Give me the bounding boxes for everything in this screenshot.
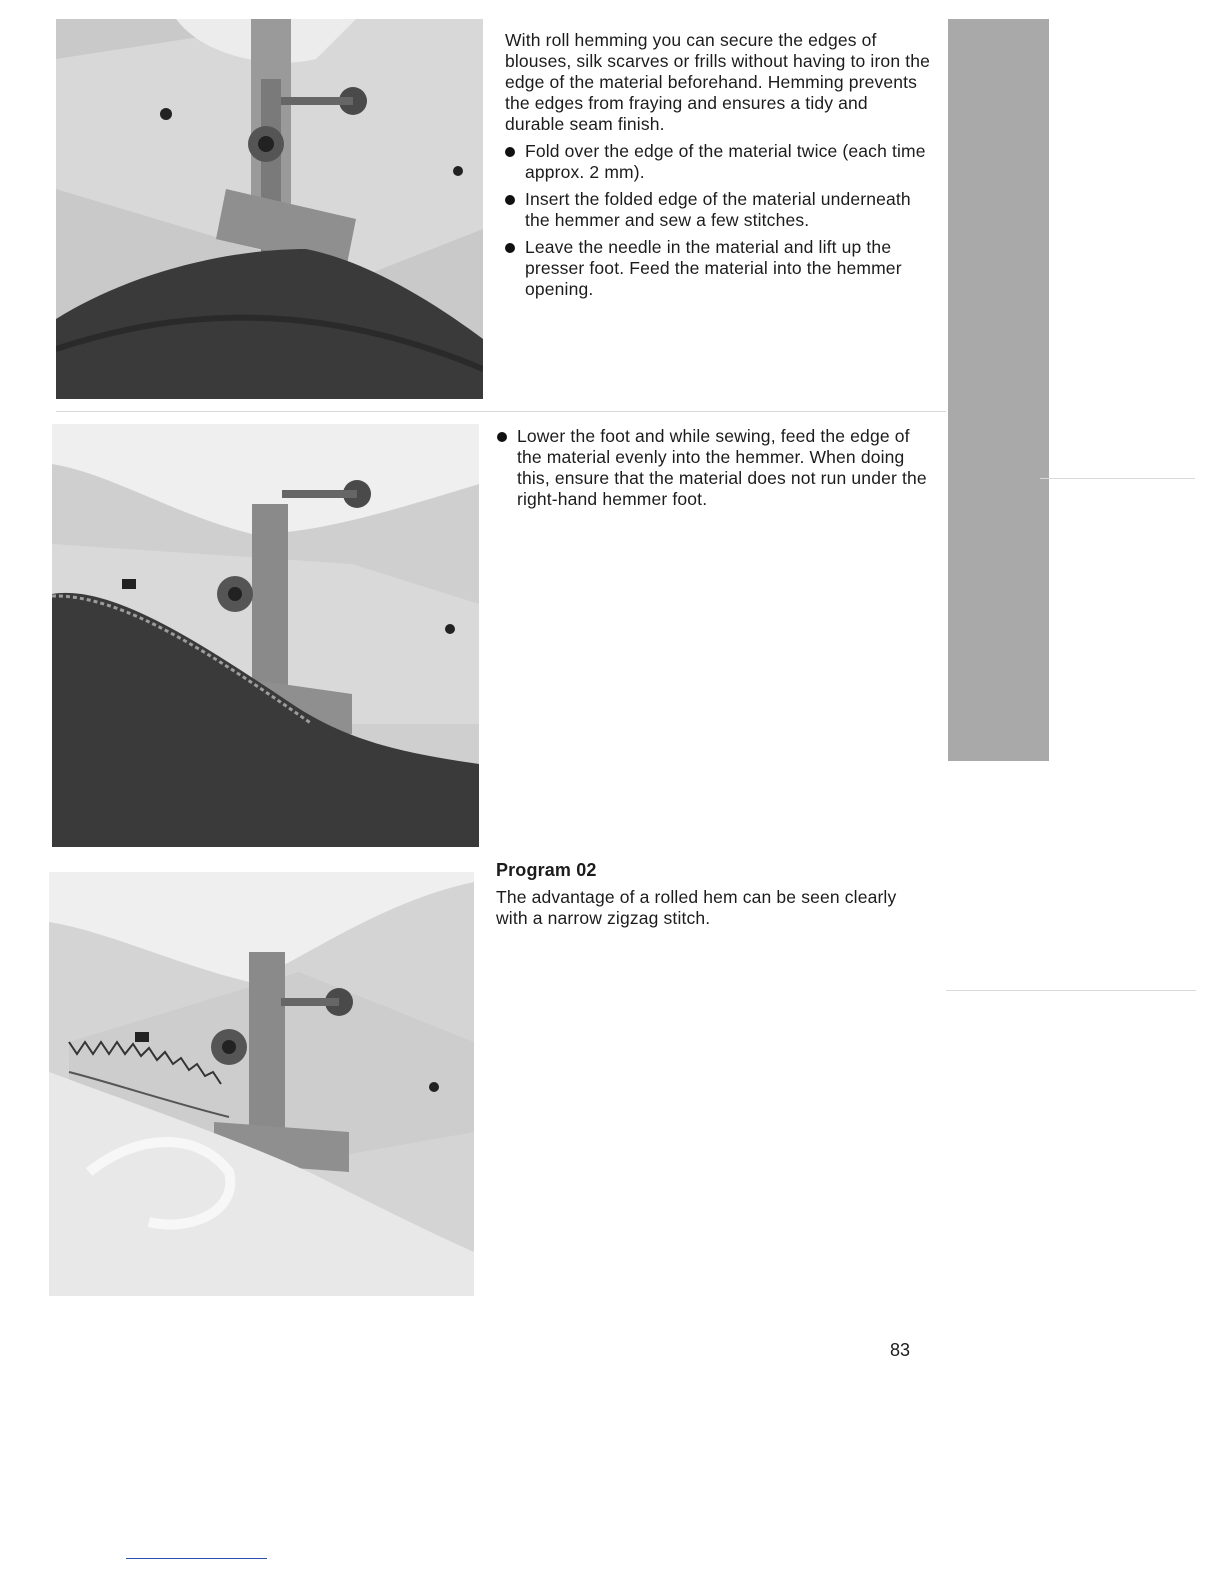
list-item-text: Insert the folded edge of the material underneath the hemmer and sew a few stitches. bbox=[525, 189, 911, 230]
list-item-text: Fold over the edge of the material twice (each time approx. 2 mm). bbox=[525, 141, 926, 182]
bullet-icon bbox=[505, 147, 515, 157]
sewing-machine-illustration bbox=[56, 19, 483, 399]
section-divider bbox=[56, 411, 946, 412]
list-item bbox=[497, 426, 929, 510]
sewing-machine-illustration bbox=[52, 424, 479, 847]
rolled-hem-zigzag-photo bbox=[49, 872, 474, 1296]
page-number: 83 bbox=[890, 1340, 911, 1360]
roll-hemming-intro-section bbox=[505, 30, 930, 306]
chapter-side-tab bbox=[948, 19, 1049, 761]
program-02-section bbox=[496, 860, 916, 929]
program-description: The advantage of a rolled hem can be seen clearly with a narrow zigzag stitch. bbox=[496, 887, 897, 928]
bullet-icon bbox=[505, 195, 515, 205]
hemmer-foot-feeding-material-photo bbox=[52, 424, 479, 847]
hemmer-foot-insert-material-photo bbox=[56, 19, 483, 399]
instruction-list bbox=[497, 426, 929, 510]
intro-paragraph: With roll hemming you can secure the edges of blouses, silk scarves or frills without having to iron the edge of the material beforehand. Hemming prevents the edges from fraying and ensures a tidy and durable seam finish. bbox=[505, 30, 930, 134]
program-heading: Program 02 bbox=[496, 860, 597, 880]
sewing-machine-illustration bbox=[49, 872, 474, 1296]
instruction-list bbox=[505, 141, 930, 300]
footer-rule bbox=[126, 1558, 267, 1559]
list-item bbox=[505, 237, 930, 300]
section-divider bbox=[1040, 478, 1195, 479]
list-item bbox=[505, 189, 930, 231]
section-divider bbox=[946, 990, 1196, 991]
bullet-icon bbox=[505, 243, 515, 253]
list-item-text: Lower the foot and while sewing, feed the edge of the material evenly into the hemmer. When doing this, ensure that the material does not run under the right-hand hemmer foot. bbox=[517, 426, 927, 509]
list-item bbox=[505, 141, 930, 183]
bullet-icon bbox=[497, 432, 507, 442]
feeding-instruction-section bbox=[497, 420, 929, 516]
list-item-text: Leave the needle in the material and lift up the presser foot. Feed the material into the hemmer opening. bbox=[525, 237, 902, 299]
